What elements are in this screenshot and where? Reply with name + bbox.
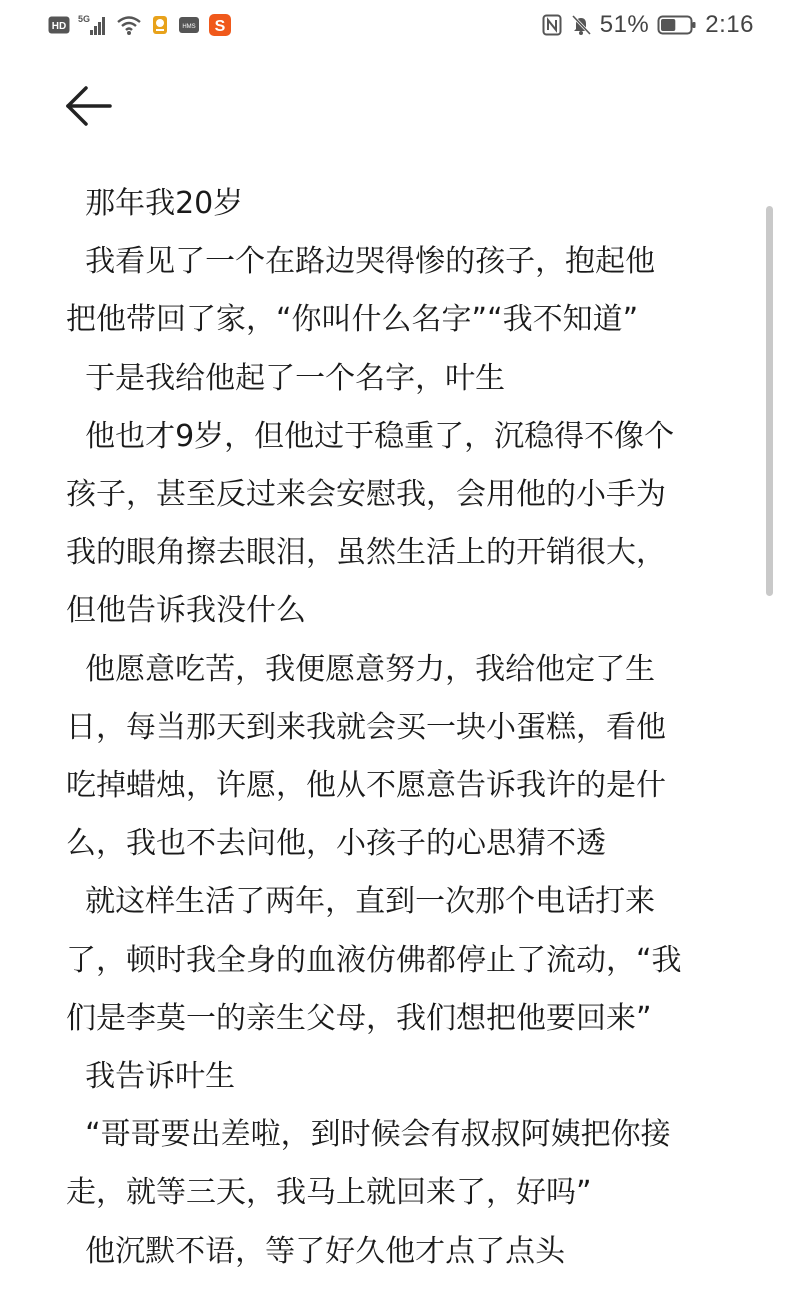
article-line: 走，就等三天，我马上就回来了，好吗” — [66, 1175, 592, 1211]
article-line: 我的眼角擦去眼泪，虽然生活上的开销很大， — [66, 535, 666, 571]
svg-text:HMS: HMS — [182, 24, 196, 30]
article-line: 于是我给他起了一个名字，叶生 — [66, 360, 506, 396]
article-line: 但他告诉我没什么 — [66, 593, 306, 629]
svg-text:S: S — [214, 18, 226, 35]
article-body — [66, 175, 734, 1281]
article-line: 孩子，甚至反过来会安慰我，会用他的小手为 — [66, 477, 666, 513]
status-bar-left — [48, 12, 232, 38]
mute-bell-icon — [570, 14, 592, 36]
article-line: 把他带回了家，“你叫什么名字”“我不知道” — [66, 302, 639, 338]
article-line: 我告诉叶生 — [66, 1059, 236, 1095]
svg-text:HD: HD — [51, 21, 67, 32]
article-line: 们是李莫一的亲生父母，我们想把他要回来” — [66, 1000, 652, 1036]
status-bar — [0, 0, 800, 50]
article-line: 吃掉蜡烛，许愿，他从不愿意告诉我许的是什 — [66, 768, 666, 804]
battery-percent: 51% — [599, 11, 650, 38]
battery-icon — [657, 14, 697, 36]
battery-fill — [661, 19, 675, 31]
signal-5g-icon — [78, 13, 108, 37]
article-line: 了，顿时我全身的血液仿佛都停止了流动，“我 — [66, 942, 682, 978]
article-line: 他沉默不语，等了好久他才点了点头 — [66, 1233, 566, 1269]
article-line: 就这样生活了两年，直到一次那个电话打来 — [66, 884, 656, 920]
notification-app-icon — [150, 14, 170, 36]
sohu-icon — [208, 13, 232, 37]
article-line: 那年我20岁 — [66, 186, 244, 221]
article-line: 他也才9岁，但他过于稳重了，沉稳得不像个 — [66, 418, 675, 454]
hms-icon — [178, 15, 200, 35]
back-button[interactable] — [62, 82, 116, 132]
article-line: 我看见了一个在路边哭得惨的孩子，抱起他 — [66, 244, 656, 280]
hd-icon — [48, 16, 70, 34]
article-line: 他愿意吃苦，我便愿意努力，我给他定了生 — [66, 651, 656, 687]
article-line: 日，每当那天到来我就会买一块小蛋糕，看他 — [66, 709, 666, 745]
article-line: “哥哥要出差啦，到时候会有叔叔阿姨把你接 — [66, 1117, 671, 1153]
svg-text:5G: 5G — [78, 14, 91, 24]
wifi-icon — [116, 14, 142, 36]
status-bar-right — [542, 12, 754, 38]
back-arrow-icon — [62, 82, 116, 132]
nfc-icon — [542, 14, 562, 36]
scrollbar[interactable] — [766, 206, 773, 596]
status-time: 2:16 — [705, 11, 754, 38]
article-line: 么，我也不去问他，小孩子的心思猜不透 — [66, 826, 606, 862]
